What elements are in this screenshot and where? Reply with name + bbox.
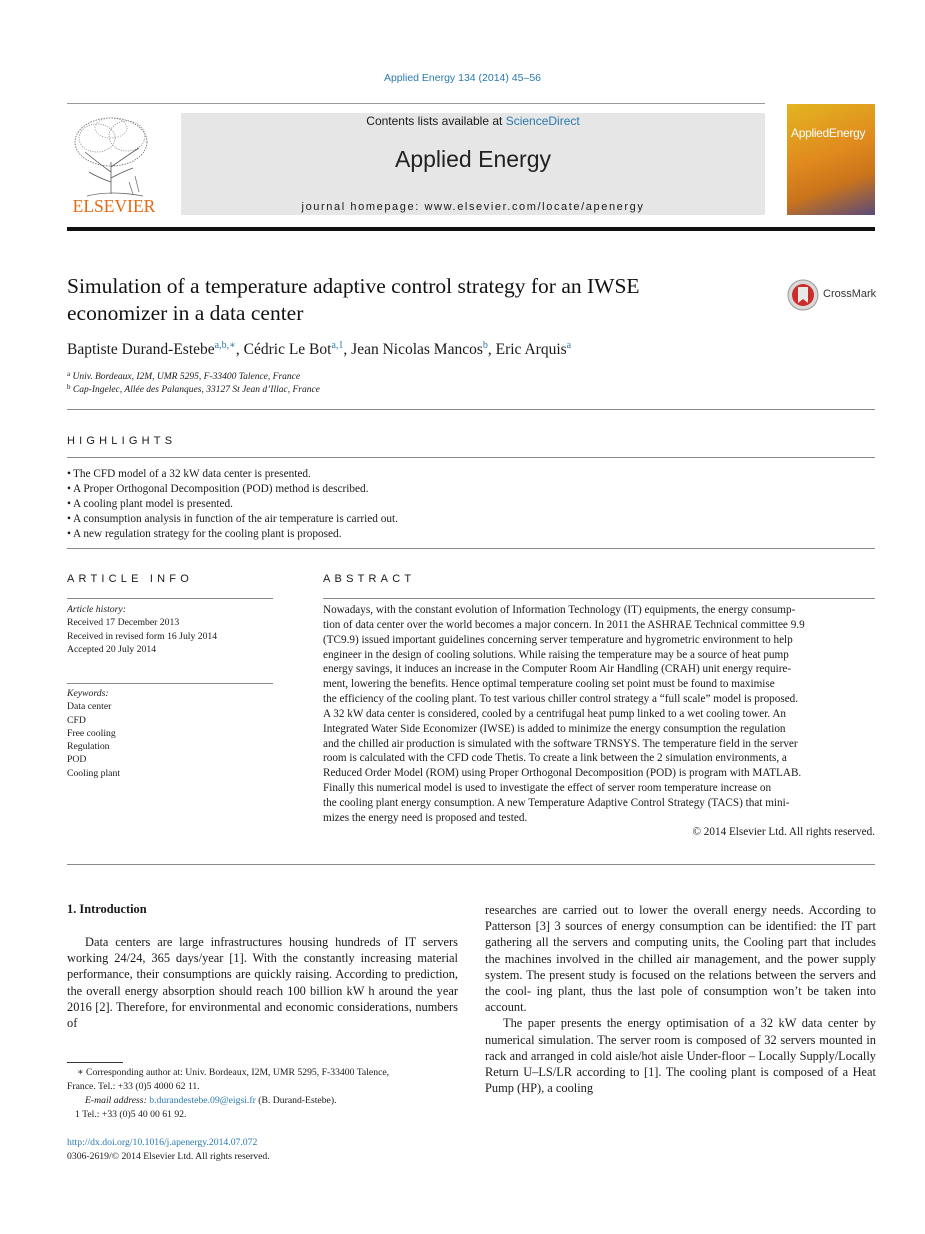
issn-line: 0306-2619/© 2014 Elsevier Ltd. All rights reserved. bbox=[67, 1151, 270, 1162]
title-line-1: Simulation of a temperature adaptive control strategy for an IWSE bbox=[67, 274, 640, 298]
footnote-rule bbox=[67, 1062, 123, 1063]
footnote-1: 1 Tel.: +33 (0)5 40 00 61 92. bbox=[75, 1109, 187, 1120]
journal-cover-image bbox=[787, 104, 875, 215]
elsevier-wordmark: ELSEVIER bbox=[72, 196, 156, 216]
abstract-line: the cooling plant energy consumption. A new Temperature Adaptive Control Strategy (TACS) that mini- bbox=[323, 796, 790, 809]
abstract-line: A 32 kW data center is considered, cooled by a centrifugal heat pump linked to a wet cooling tower. An bbox=[323, 707, 787, 720]
crossmark-button[interactable] bbox=[787, 279, 877, 311]
crossmark-label: CrossMark bbox=[823, 288, 877, 300]
keyword: CFD bbox=[67, 714, 86, 726]
divider bbox=[67, 548, 875, 549]
keyword: Cooling plant bbox=[67, 767, 121, 779]
divider bbox=[67, 409, 875, 410]
abstract-line: engineer in the design of cooling solutions. While raising the temperature may be a source of heat pump bbox=[323, 648, 789, 661]
divider bbox=[323, 598, 875, 599]
abstract-heading: ABSTRACT bbox=[323, 573, 416, 585]
copyright: © 2014 Elsevier Ltd. All rights reserved. bbox=[692, 826, 875, 838]
highlight-item: • A new regulation strategy for the cooling plant is proposed. bbox=[67, 527, 875, 542]
abstract-line: ment, lowering the benefits. Hence optimal temperature cooling set point must be found to maximise bbox=[323, 678, 775, 691]
highlight-item: • A cooling plant model is presented. bbox=[67, 497, 875, 512]
highlight-item: • A Proper Orthogonal Decomposition (POD) method is described. bbox=[67, 482, 875, 497]
sciencedirect-link[interactable]: ScienceDirect bbox=[505, 114, 580, 128]
affiliation: $^a$ Univ. Bordeaux, I2M, UMR 5295, F-33400 Talence, France bbox=[67, 370, 301, 382]
history-label: Article history: bbox=[67, 604, 126, 615]
footnote-corresponding: ∗ Corresponding author at: Univ. Bordeaux, I2M, UMR 5295, F-33400 Talence, bbox=[77, 1067, 390, 1078]
header-rule bbox=[67, 103, 765, 104]
author-list: Baptiste Durand-Estebe$^{a,b,∗}$, Cédric Le Bot$^{a,1}$, Jean Nicolas Mancos$^b$, Eric Arquis$^a$ bbox=[67, 340, 572, 358]
paragraph: The paper presents the energy optimisation of a 32 kW data center by numerical simulation. The server room is composed of 32 servers mounted in rack and arranged in cold aisle/hot aisle Under-floor – Locally Supply/Locally Return U–LS/LR according to [1]. The cooling plant is composed of a Heat Pump (HP), a cooling bbox=[485, 1016, 876, 1096]
highlights-list bbox=[67, 467, 875, 542]
abstract-line: Finally this numerical model is used to investigate the effect of server room temperature increase on bbox=[323, 782, 772, 795]
highlight-item: • A consumption analysis in function of the air temperature is carried out. bbox=[67, 512, 875, 527]
keyword: Regulation bbox=[67, 741, 110, 753]
abstract-line: and the chilled air production is simulated with the software TRNSYS. The temperature field in the server bbox=[323, 737, 798, 750]
keyword: Data center bbox=[67, 701, 112, 713]
paragraph: Data centers are large infrastructures housing hundreds of IT servers working 24/24, 365 days/year [1]. With the constantly increasing material performance, their consumptions are quickly raising. According to prediction, the overall energy absorption should reach 100 billion kW h around the year 2016 [2]. Therefore, for environmental and economic considerations, numbers of bbox=[67, 935, 458, 1031]
cover-title: AppliedEnergy bbox=[791, 126, 866, 140]
intro-left-column bbox=[67, 934, 458, 1031]
affiliation: $^b$ Cap-Ingelec, Allée des Palanques, 33127 St Jean d’Illac, France bbox=[67, 383, 320, 395]
article-history bbox=[67, 603, 273, 656]
paragraph: researches are carried out to lower the overall energy needs. According to Patterson [3] 3 sources of energy consumption can be identified: the IT part gathering all the servers and computing units, the Cooling part that includes the machines involved in the chilled air management, and the power supply system. The present study is focused on the relations between the servers and the cool- ing plant, thus the last pole of consumption won’t be taken into account. bbox=[485, 903, 877, 1015]
abstract-line: tion of data center over the world becomes a major concern. In 2011 the ASHRAE Technical committee 9.9 bbox=[323, 618, 805, 631]
footnotes bbox=[67, 1066, 458, 1122]
history-item: Received 17 December 2013 bbox=[67, 617, 180, 629]
divider bbox=[67, 864, 875, 865]
intro-right-column bbox=[485, 902, 876, 1096]
keyword: Free cooling bbox=[67, 727, 116, 739]
journal-name: Applied Energy bbox=[395, 146, 551, 172]
highlight-item: • The CFD model of a 32 kW data center is presented. bbox=[67, 467, 875, 482]
abstract-line: mizes the energy need is proposed and tested. bbox=[323, 811, 528, 824]
header-thick-rule bbox=[67, 227, 875, 231]
abstract-line: energy savings, it induces an increase in the Computer Room Air Handling (CRAH) unit energy require- bbox=[323, 663, 792, 676]
author[interactable]: Jean Nicolas Mancos$^b$ bbox=[351, 340, 488, 358]
history-item: Accepted 20 July 2014 bbox=[67, 643, 157, 655]
journal-homepage[interactable]: journal homepage: www.elsevier.com/locate/apenergy bbox=[301, 201, 645, 213]
divider bbox=[67, 457, 875, 458]
doi-block bbox=[67, 1136, 270, 1164]
author[interactable]: Eric Arquis$^a$ bbox=[495, 340, 572, 358]
crossmark-icon bbox=[787, 279, 819, 311]
footnote-corresponding-cont: France. Tel.: +33 (0)5 4000 62 11. bbox=[67, 1081, 200, 1092]
article-info-heading: ARTICLE INFO bbox=[67, 573, 193, 585]
article-title bbox=[67, 273, 757, 327]
author[interactable]: Cédric Le Bot$^{a,1}$ bbox=[243, 340, 344, 358]
history-item: Received in revised form 16 July 2014 bbox=[67, 630, 218, 642]
abstract-text bbox=[323, 603, 875, 826]
keyword: POD bbox=[67, 754, 87, 766]
footnote-email: E-mail address: b.durandestebe.09@eigsi.fr (B. Durand-Estebe). bbox=[85, 1095, 337, 1106]
abstract-line: Nowadays, with the constant evolution of Information Technology (IT) equipments, the energy consump- bbox=[323, 604, 796, 616]
abstract-line: the efficiency of the cooling plant. To test various chiller control strategy a “full scale” model is proposed. bbox=[323, 693, 799, 706]
author[interactable]: Baptiste Durand-Estebe$^{a,b,∗}$ bbox=[67, 340, 236, 358]
email-link[interactable]: b.durandestebe.09@eigsi.fr bbox=[149, 1095, 256, 1106]
abstract-line: Integrated Water Side Economizer (IWSE) is added to minimize the energy consumption the regulation bbox=[323, 722, 786, 735]
section-heading-introduction: 1. Introduction bbox=[67, 902, 147, 916]
title-line-2: economizer in a data center bbox=[67, 301, 304, 325]
abstract-line: (TC9.9) issued important guidelines concerning server temperature and hygrometric environment to help bbox=[323, 633, 793, 646]
abstract-line: Reduced Order Model (ROM) using Proper Orthogonal Decomposition (POD) is program with MATLAB. bbox=[323, 767, 802, 780]
divider bbox=[67, 683, 273, 684]
abstract-line: room is calculated with the CFD code Thetis. To create a link between the 2 simulation environments, a bbox=[323, 752, 787, 765]
doi-link[interactable]: http://dx.doi.org/10.1016/j.apenergy.2014.07.072 bbox=[67, 1137, 258, 1148]
keywords-label: Keywords: bbox=[67, 688, 109, 699]
highlights-heading: HIGHLIGHTS bbox=[67, 435, 177, 447]
elsevier-tree-icon bbox=[75, 118, 147, 196]
contents-prefix: Contents lists available at bbox=[366, 114, 506, 128]
divider bbox=[67, 598, 273, 599]
journal-citation[interactable]: Applied Energy 134 (2014) 45–56 bbox=[383, 72, 542, 84]
elsevier-logo bbox=[67, 112, 161, 216]
keywords bbox=[67, 687, 273, 780]
contents-line bbox=[181, 114, 765, 128]
